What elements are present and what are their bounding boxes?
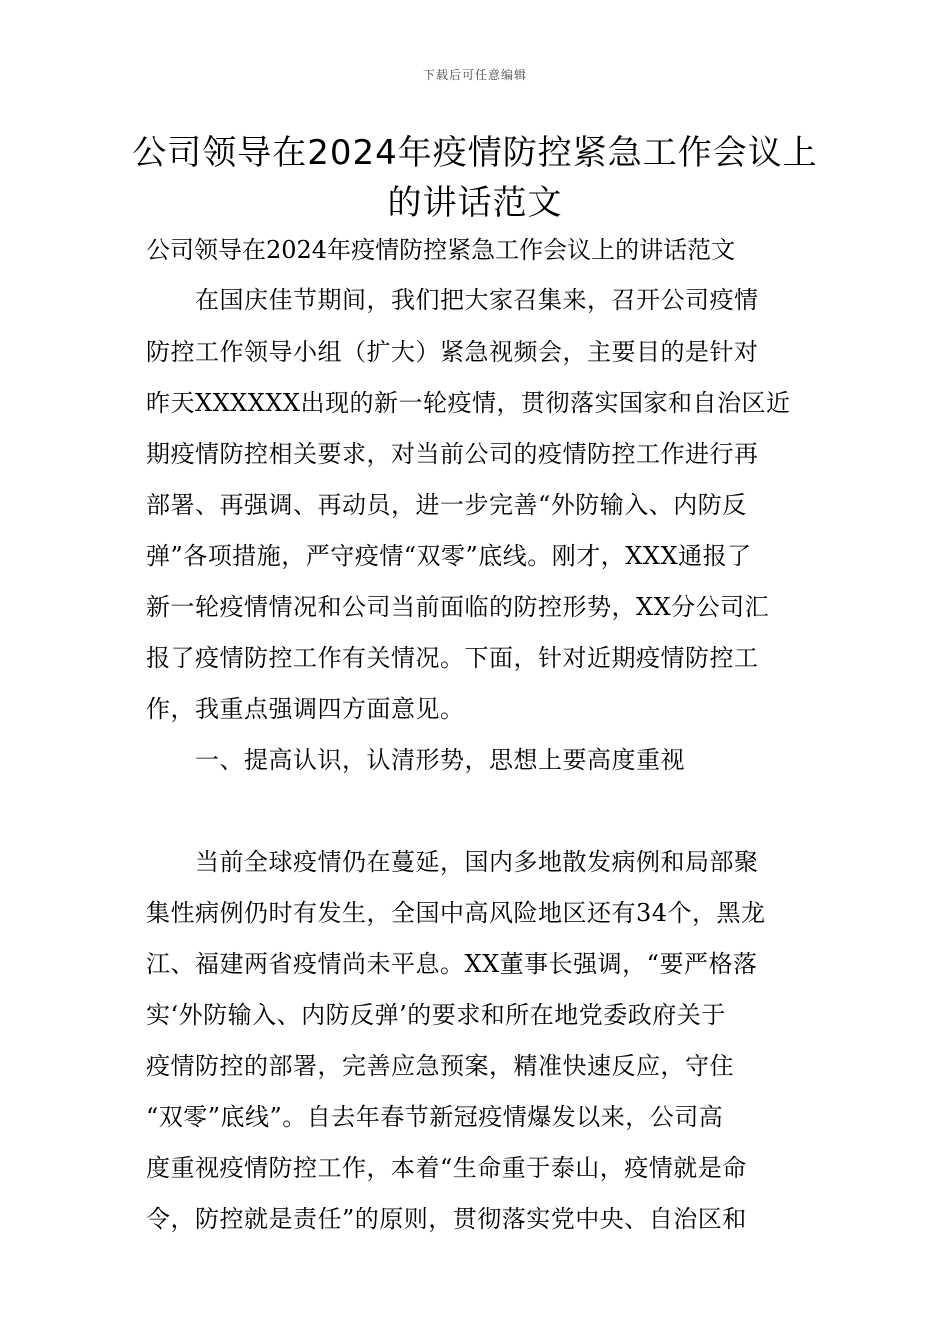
paragraph-1-line: 期疫情防控相关要求，对当前公司的疫情防控工作进行再: [146, 440, 759, 468]
paragraph-1-line: 昨天XXXXXX出现的新一轮疫情，贯彻落实国家和自治区近: [146, 389, 791, 417]
section-heading: 一、提高认识，认清形势，思想上要高度重视: [146, 746, 685, 774]
paragraph-1-line: 作，我重点强调四方面意见。: [146, 695, 465, 723]
paragraph-2-line: 令，防控就是责任”的原则，贯彻落实党中央、自治区和: [146, 1205, 747, 1233]
header-note: 下载后可任意编辑: [422, 68, 527, 82]
document-subtitle: 公司领导在2024年疫情防控紧急工作会议上的讲话范文: [146, 236, 736, 264]
paragraph-2-line: “双零”底线”。自去年春节新冠疫情爆发以来，公司高: [146, 1103, 724, 1131]
paragraph-1-line: 弹”各项措施，严守疫情“双零”底线。刚才，XXX通报了: [146, 542, 752, 570]
paragraph-1-line: 部署、再强调、再动员，进一步完善“外防输入、内防反: [146, 491, 747, 519]
paragraph-2-line: 集性病例仍时有发生，全国中高风险地区还有34个，黑龙: [146, 899, 766, 927]
paragraph-2-line: 疫情防控的部署，完善应急预案，精准快速反应，守住: [146, 1052, 734, 1080]
paragraph-2-line: 实‘外防输入、内防反弹’的要求和所在地党委政府关于: [146, 1001, 726, 1029]
paragraph-2-line: 度重视疫情防控工作，本着“生命重于泰山，疫情就是命: [146, 1154, 747, 1182]
paragraph-1-line: 报了疫情防控工作有关情况。下面，针对近期疫情防控工: [146, 644, 759, 672]
paragraph-2-line: 江、福建两省疫情尚未平息。XX董事长强调，“要严格落: [146, 950, 758, 978]
paragraph-2-line: 当前全球疫情仍在蔓延，国内多地散发病例和局部聚: [146, 848, 759, 876]
paragraph-1-line: 防控工作领导小组（扩大）紧急视频会，主要目的是针对: [146, 338, 759, 366]
paragraph-1-line: 新一轮疫情情况和公司当前面临的防控形势，XX分公司汇: [146, 593, 770, 621]
paragraph-1-line: 在国庆佳节期间，我们把大家召集来，召开公司疫情: [146, 286, 759, 314]
document-title: 公司领导在2024年疫情防控紧急工作会议上的讲话范文: [132, 133, 818, 223]
